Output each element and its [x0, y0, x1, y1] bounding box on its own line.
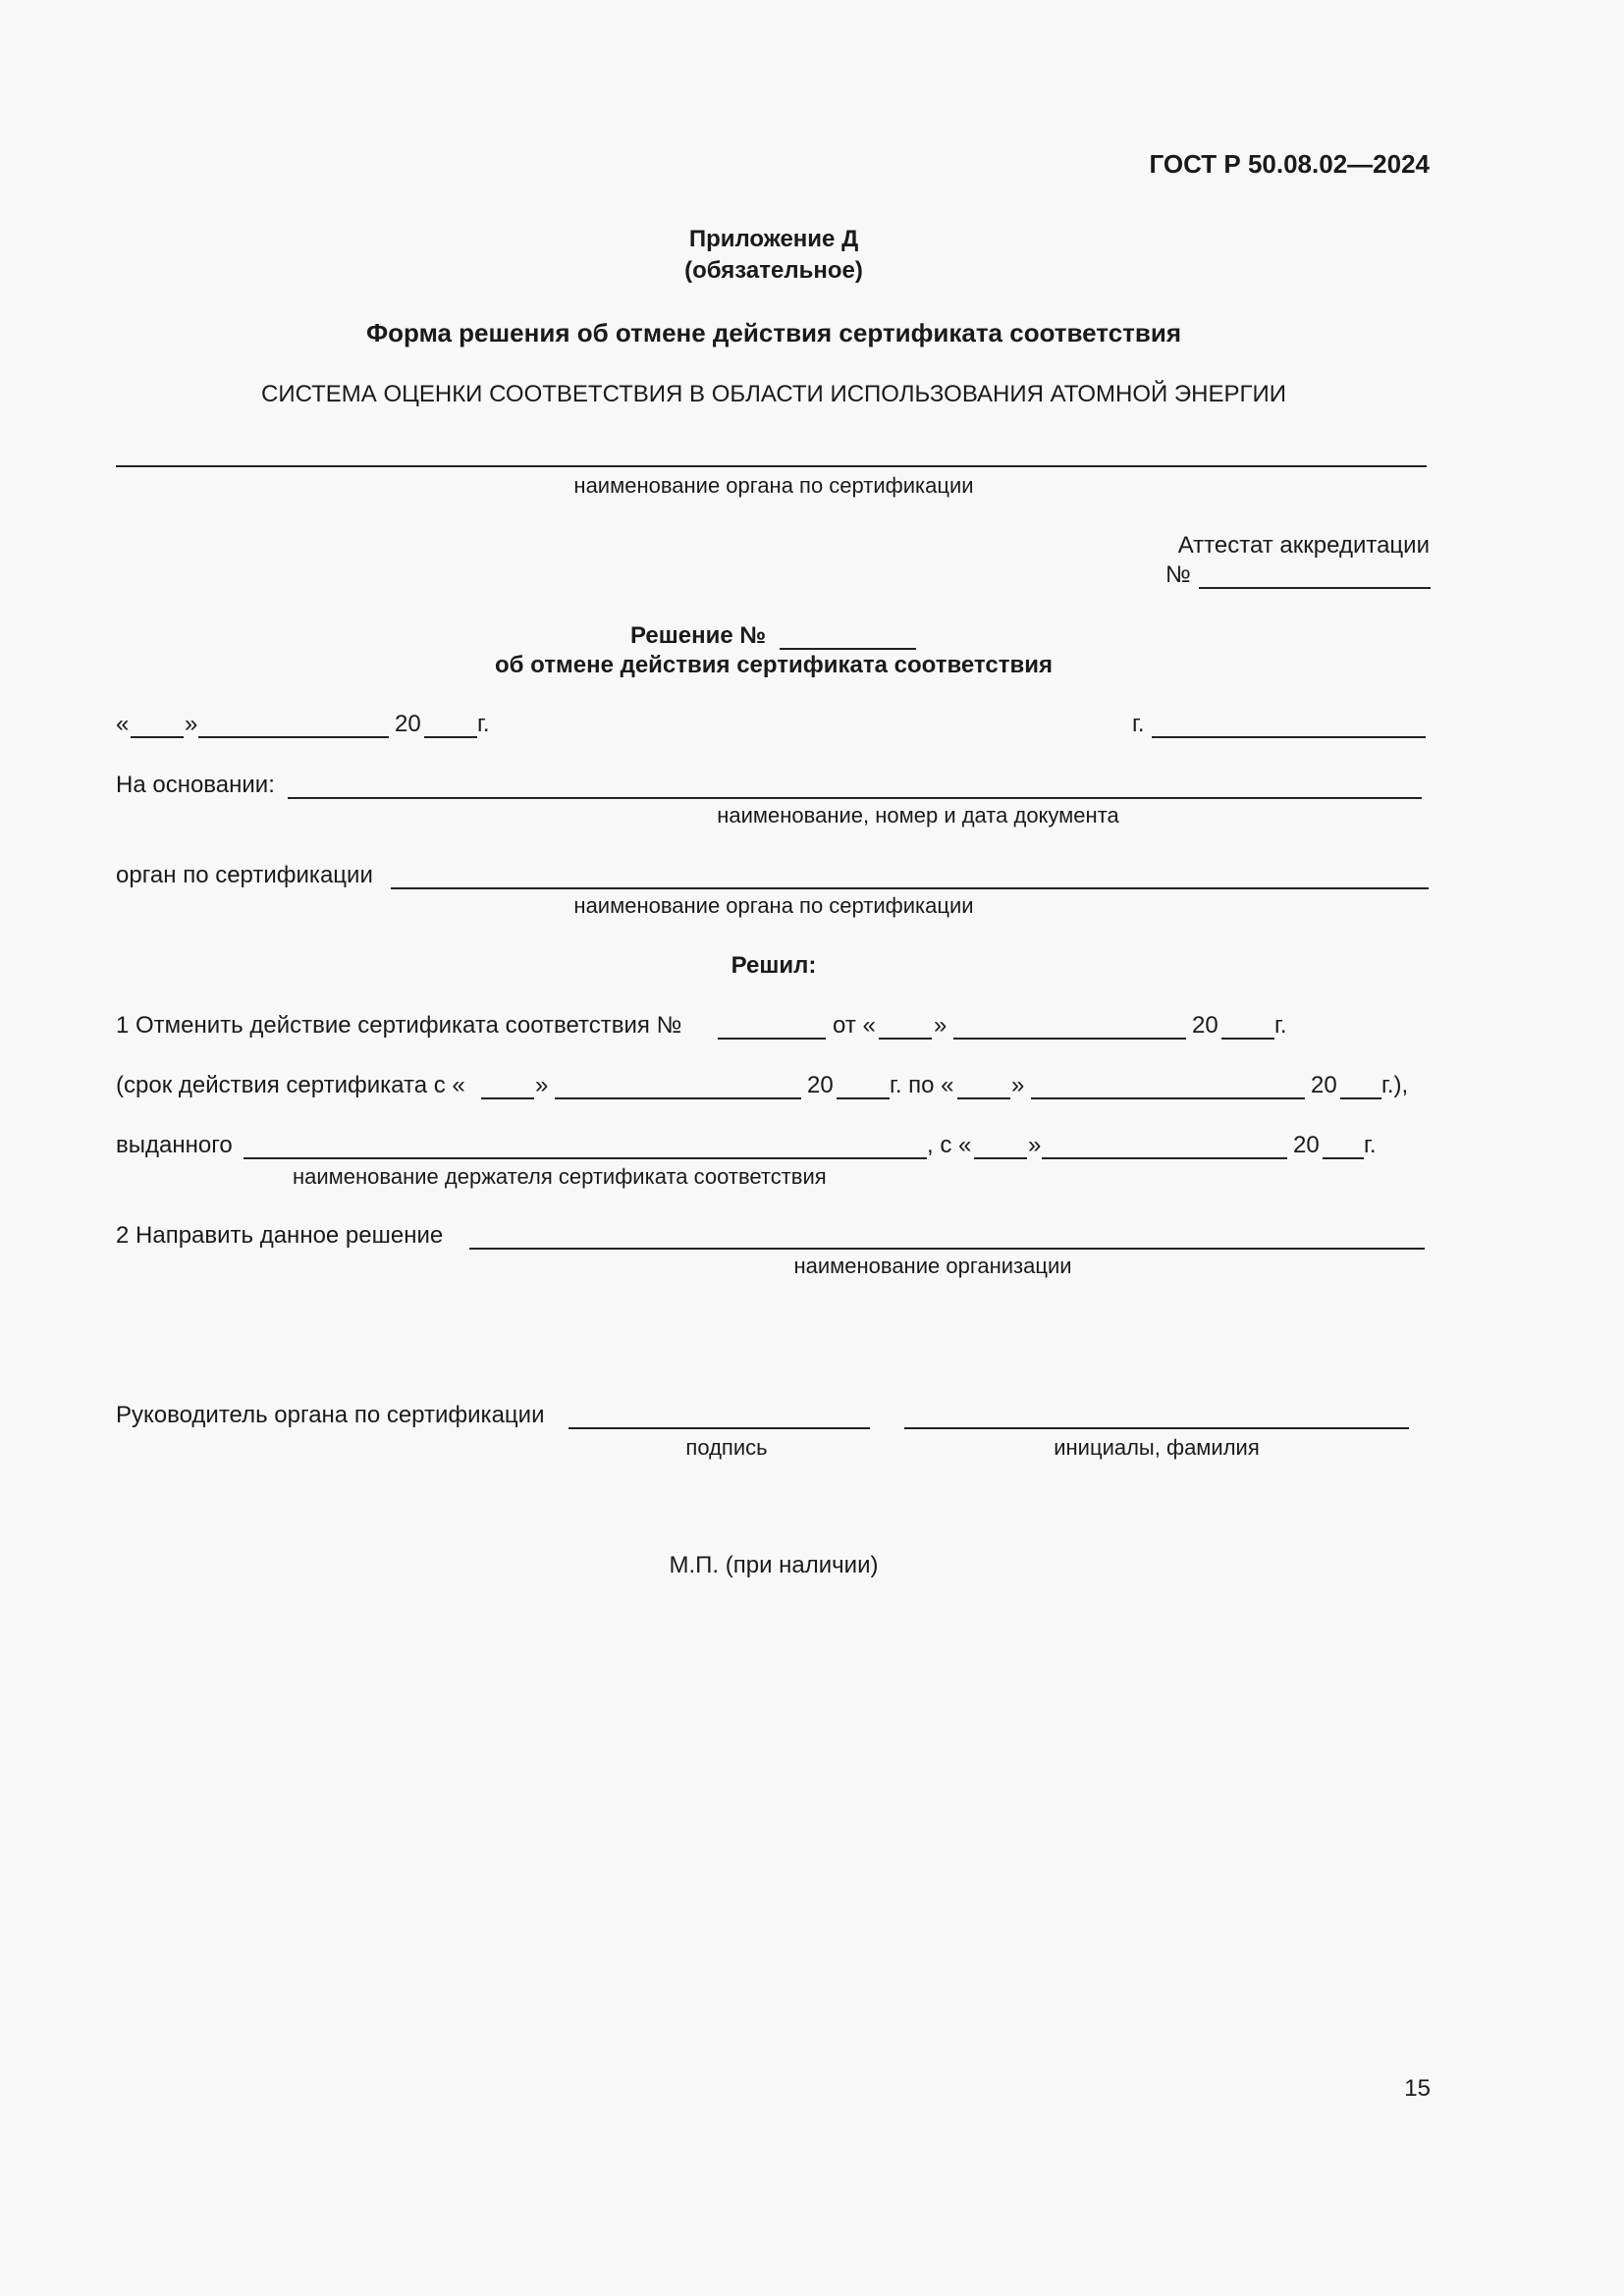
initials-hint: инициалы, фамилия: [1054, 1435, 1260, 1460]
validity-open: (срок действия сертификата с «: [116, 1072, 465, 1098]
cert-body-label: орган по сертификации: [116, 862, 373, 888]
validity-year2-line: [1340, 1097, 1381, 1099]
issued-label: выданного: [116, 1132, 233, 1158]
date-year-prefix: 20: [395, 711, 421, 737]
issued-year-line: [1323, 1157, 1364, 1159]
item2-text: 2 Направить данное решение: [116, 1222, 444, 1249]
item1-year-line: [1221, 1038, 1274, 1040]
validity-month-line: [555, 1097, 801, 1099]
decided-heading: Решил:: [731, 952, 817, 979]
signature-line: [568, 1427, 870, 1429]
issued-year-suffix: г.: [1364, 1132, 1377, 1158]
decision-title: Решение №: [630, 622, 767, 649]
appendix-type: (обязательное): [684, 257, 863, 284]
item1-year-suffix: г.: [1274, 1012, 1287, 1039]
cert-body-line-2: [391, 887, 1429, 889]
issued-month-line: [1042, 1157, 1287, 1159]
holder-line: [244, 1157, 927, 1159]
validity-year-prefix: 20: [807, 1072, 834, 1098]
item1-day-line: [879, 1038, 932, 1040]
validity-day2-line: [957, 1097, 1010, 1099]
issued-from: , с «: [927, 1132, 972, 1158]
appendix-title: Приложение Д: [688, 226, 859, 252]
city-line: [1152, 736, 1426, 738]
accreditation-number-prefix: №: [1165, 561, 1191, 588]
item1-number-line: [718, 1038, 826, 1040]
item1-from: от «: [833, 1012, 876, 1039]
item1-close-quote: »: [934, 1012, 947, 1039]
decision-number-line: [780, 648, 916, 650]
cert-body-hint-2: наименование органа по сертификации: [573, 893, 974, 918]
date-open-quote: «: [116, 711, 130, 737]
issued-day-line: [974, 1157, 1027, 1159]
accreditation-number-line: [1199, 587, 1431, 589]
validity-day-line: [481, 1097, 534, 1099]
date-year-line: [424, 736, 477, 738]
initials-line: [904, 1427, 1409, 1429]
signature-hint: подпись: [685, 1435, 768, 1460]
issued-close-quote: »: [1028, 1132, 1042, 1158]
form-title: Форма решения об отмене действия сертификата соответствия: [365, 318, 1182, 347]
validity-close-quote: »: [535, 1072, 549, 1098]
system-name: СИСТЕМА ОЦЕНКИ СООТВЕТСТВИЯ В ОБЛАСТИ ИСПОЛЬЗОВАНИЯ АТОМНОЙ ЭНЕРГИИ: [260, 381, 1287, 407]
seal-note: М.П. (при наличии): [669, 1552, 879, 1578]
cert-body-hint: наименование органа по сертификации: [573, 473, 974, 498]
organization-line: [469, 1248, 1425, 1250]
holder-hint: наименование держателя сертификата соответствия: [293, 1164, 827, 1189]
head-label: Руководитель органа по сертификации: [116, 1402, 545, 1428]
date-year-suffix: г.: [477, 711, 490, 737]
validity-month2-line: [1031, 1097, 1305, 1099]
document-hint: наименование, номер и дата документа: [717, 803, 1119, 828]
organization-hint: наименование организации: [793, 1254, 1072, 1278]
date-close-quote: »: [185, 711, 198, 737]
decision-subtitle: об отмене действия сертификата соответствия: [495, 652, 1053, 678]
basis-label: На основании:: [116, 772, 275, 798]
validity-mid: г. по «: [890, 1072, 954, 1098]
basis-line: [288, 797, 1422, 799]
date-day-line: [131, 736, 184, 738]
item1-text: 1 Отменить действие сертификата соответствия №: [116, 1012, 682, 1039]
issued-year-prefix: 20: [1293, 1132, 1320, 1158]
item1-month-line: [953, 1038, 1186, 1040]
validity-close-quote-2: »: [1011, 1072, 1025, 1098]
validity-year2-prefix: 20: [1311, 1072, 1337, 1098]
validity-end: г.),: [1381, 1072, 1409, 1098]
cert-body-line: [116, 465, 1427, 467]
accreditation-label: Аттестат аккредитации: [1177, 532, 1430, 559]
date-month-line: [198, 736, 389, 738]
item1-year-prefix: 20: [1192, 1012, 1218, 1039]
city-prefix: г.: [1132, 711, 1145, 737]
page-number: 15: [1404, 2075, 1431, 2102]
validity-year-line: [837, 1097, 890, 1099]
standard-number: ГОСТ Р 50.08.02—2024: [1149, 149, 1430, 179]
